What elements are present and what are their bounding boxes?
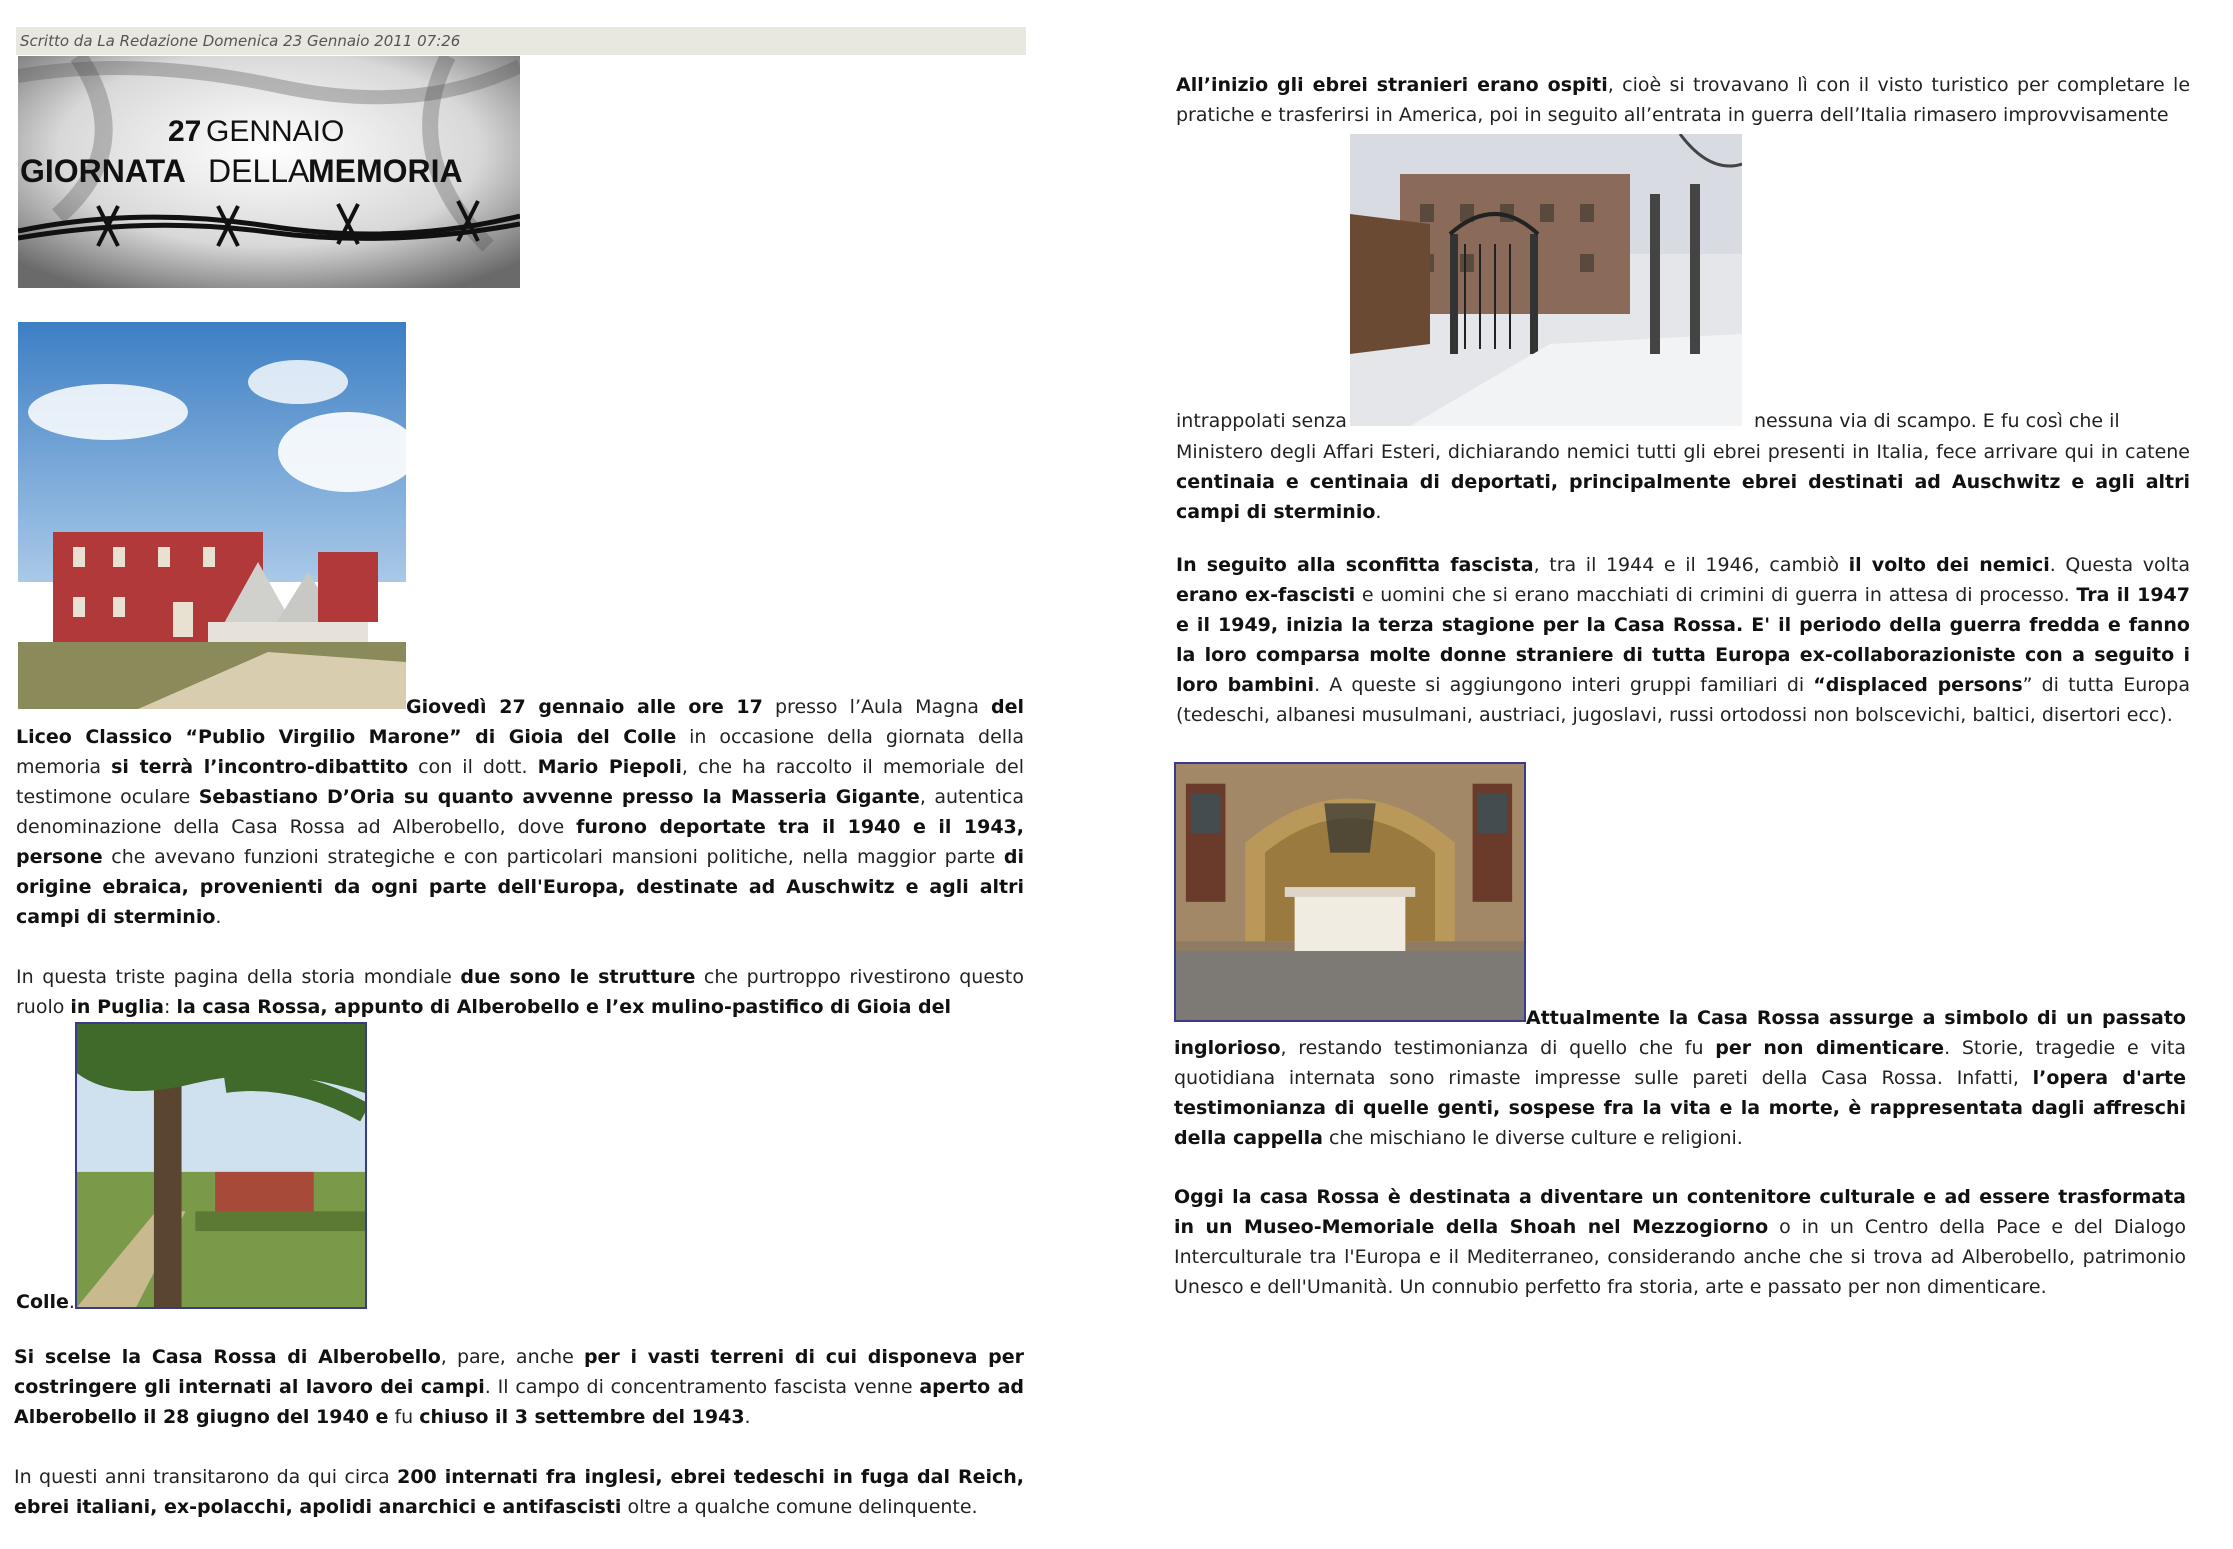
strutture-run: due sono le strutture xyxy=(460,966,696,988)
scelta-run: per i vasti terreni di cui disponeva per costringere gli internati al lavoro dei campi xyxy=(14,1346,1024,1398)
sconfitta-run: ” di tutta Europa (tedeschi, albanesi musulmani, austriaci, jugoslavi, russi ortodossi non bolscevichi, baltici, disertori ecc). xyxy=(1176,674,2191,726)
scelta-run: fu xyxy=(388,1406,420,1428)
paragraph-intro xyxy=(16,692,1024,932)
attualmente-run: Attualmente la Casa Rossa assurge a simbolo di un passato inglorioso xyxy=(1174,1007,2186,1059)
paragraph-attualmente xyxy=(1174,1003,2186,1153)
intro-run: furono deportate tra il 1940 e il 1943, persone xyxy=(16,816,1024,868)
intro-run: del Liceo Classico “Publio Virgilio Marone” di Gioia del Colle xyxy=(16,696,1024,748)
deportati-run: . xyxy=(1375,501,1382,523)
paragraph-oggi xyxy=(1174,1182,2186,1302)
sconfitta-run: erano ex-fascisti xyxy=(1176,584,1356,606)
intro-run: si terrà l’incontro-dibattito xyxy=(111,756,409,778)
banner-memoria: MEMORIA xyxy=(308,153,463,189)
internati-run: 200 internati fra inglesi, ebrei tedeschi in fuga dal Reich, ebrei italiani, ex-polacchi, apolidi anarchici e antifascisti xyxy=(14,1466,1024,1518)
scelta-run: . xyxy=(744,1406,751,1428)
attualmente-run: , restando testimonianza di quello che fu xyxy=(1280,1037,1716,1059)
ospiti-run: , cioè si trovavano lì con il visto turistico per completare le pratiche e trasferirsi in America, poi in seguito all’entrata in guerra dell’Italia rimasero improvvisamente xyxy=(1176,74,2191,126)
paragraph-sconfitta xyxy=(1176,550,2190,730)
paragraph-deportati xyxy=(1176,437,2190,527)
banner-gennaio: GENNAIO xyxy=(206,115,345,148)
sconfitta-run: e uomini che si erano macchiati di crimini di guerra in attesa di processo. xyxy=(1355,584,2077,606)
auschwitz-gate-photo xyxy=(1350,134,1742,426)
intro-run: presso l’Aula Magna xyxy=(762,696,991,718)
internati-run: oltre a qualche comune delinquente. xyxy=(621,1496,978,1518)
scelta-run: . Il campo di concentramento fascista venne xyxy=(484,1376,920,1398)
intro-run: Giovedì 27 gennaio alle ore 17 xyxy=(406,696,763,718)
banner-27: 27 xyxy=(168,115,202,148)
strutture-run: in Puglia xyxy=(70,996,164,1018)
oggi-run: o in un Centro della Pace e del Dialogo Interculturale tra l'Europa e il Mediterraneo, considerando anche che si trova ad Alberobello, patrimonio Unesco e dell'Umanità. Un connubio perfetto fra storia, arte e passato per non dimenticare. xyxy=(1174,1216,2187,1298)
intro-run: in occasione della giornata della memoria xyxy=(16,726,1024,778)
intro-run: . xyxy=(215,906,222,928)
scelta-run: Si scelse la Casa Rossa di Alberobello xyxy=(14,1346,441,1368)
intro-run: , autentica denominazione della Casa Rossa ad Alberobello, dove xyxy=(16,786,1025,838)
scelta-run: chiuso il 3 settembre del 1943 xyxy=(419,1406,745,1428)
deportati-run: Ministero degli Affari Esteri, dichiarando nemici tutti gli ebrei presenti in Italia, fece arrivare qui in catene xyxy=(1176,441,2190,463)
sconfitta-run: . Questa volta xyxy=(2049,554,2190,576)
memoria-banner-image xyxy=(18,56,520,288)
intro-run: con il dott. xyxy=(408,756,538,778)
paragraph-ospiti xyxy=(1176,70,2190,130)
sconfitta-run: il volto dei nemici xyxy=(1848,554,2050,576)
attualmente-run: . Storie, tragedie e vita quotidiana internata sono rimaste impresse sulle pareti della Casa Rossa. Infatti, xyxy=(1174,1037,2186,1089)
strutture-run: : xyxy=(163,996,177,1018)
colle-word: Colle. xyxy=(16,1291,75,1313)
sconfitta-run: Tra il 1947 e il 1949, inizia la terza stagione per la Casa Rossa. E' il periodo della guerra fredda e fanno la loro comparsa molte donne straniere di tutta Europa ex-collaborazioniste con a seguito i loro bambini xyxy=(1176,584,2190,696)
banner-giornata: GIORNATA xyxy=(20,153,186,189)
sconfitta-run: In seguito alla sconfitta fascista xyxy=(1176,554,1534,576)
ospiti-run: All’inizio gli ebrei stranieri erano ospiti xyxy=(1176,74,1608,96)
strutture-run: la casa Rossa, appunto di Alberobello e l’ex mulino-pastifico di Gioia del xyxy=(176,996,952,1018)
intro-run: Mario Piepoli xyxy=(537,756,682,778)
scelta-run: , pare, anche xyxy=(440,1346,584,1368)
cappella-affreschi-photo xyxy=(1174,762,1526,1022)
paragraph-scelta xyxy=(14,1342,1024,1432)
attualmente-run: l’opera d'arte testimonianza di quelle genti, sospese fra la vita e la morte, è rappresentata dagli affreschi della cappella xyxy=(1174,1067,2186,1149)
banner-della: DELLA xyxy=(208,153,310,189)
attualmente-run: per non dimenticare xyxy=(1715,1037,1945,1059)
trapped-suffix: nessuna via di scampo. E fu così che il xyxy=(1754,410,2120,432)
internati-run: In questi anni transitarono da qui circa xyxy=(14,1466,398,1488)
article-byline: Scritto da La Redazione Domenica 23 Gennaio 2011 07:26 xyxy=(16,27,1026,55)
intro-run: , che ha raccolto il memoriale del testimone oculare xyxy=(16,756,1024,808)
oggi-run: Oggi la casa Rossa è destinata a diventare un contenitore culturale e ad essere trasformata in un Museo-Memoriale della Shoah nel Mezzogiorno xyxy=(1174,1186,2186,1238)
sconfitta-run: “displaced persons xyxy=(1813,674,2023,696)
casa-rossa-photo xyxy=(18,322,406,709)
intro-run: Sebastiano D’Oria su quanto avvenne presso la Masseria Gigante xyxy=(198,786,920,808)
sconfitta-run: . A queste si aggiungono interi gruppi familiari di xyxy=(1314,674,1814,696)
sconfitta-run: , tra il 1944 e il 1946, cambiò xyxy=(1533,554,1849,576)
scelta-run: aperto ad Alberobello il 28 giugno del 1940 e xyxy=(14,1376,1024,1428)
paragraph-internati xyxy=(14,1462,1024,1522)
mulino-pastifico-photo xyxy=(75,1022,367,1309)
deportati-run: centinaia e centinaia di deportati, principalmente ebrei destinati ad Auschwitz e agli altri campi di sterminio xyxy=(1176,471,2190,523)
paragraph-strutture xyxy=(16,962,1024,1022)
strutture-run: In questa triste pagina della storia mondiale xyxy=(16,966,461,988)
strutture-run: che purtroppo rivestirono questo ruolo xyxy=(16,966,1024,1018)
intro-run: di origine ebraica, provenienti da ogni parte dell'Europa, destinate ad Auschwitz e agli altri campi di sterminio xyxy=(16,846,1024,928)
intro-run: che avevano funzioni strategiche e con particolari mansioni politiche, nella maggior parte xyxy=(102,846,1004,868)
attualmente-run: che mischiano le diverse culture e religioni. xyxy=(1322,1127,1743,1149)
trapped-prefix: intrappolati senza xyxy=(1176,410,1347,432)
